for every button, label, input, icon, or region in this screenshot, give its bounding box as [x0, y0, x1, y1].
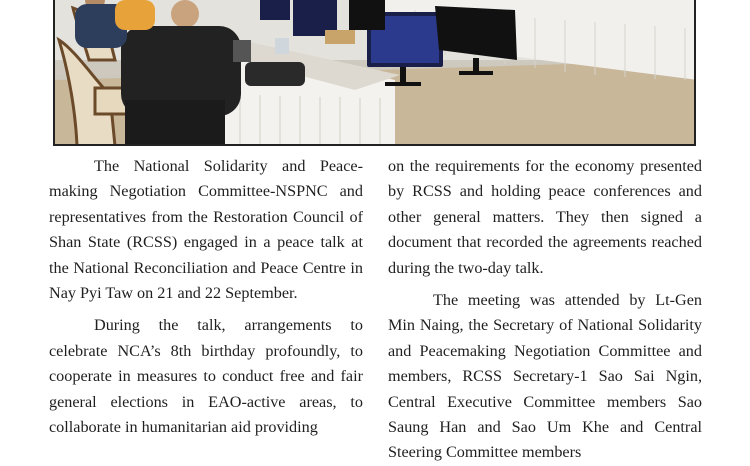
meeting-photo — [53, 0, 696, 146]
paragraph-talk-arrangements: During the talk, arrangements to celebrate NCA’s 8th birthday profoundly, to cooperate in measures to conduct free and fair general elections in EAO-active areas, to collaborate in humanitarian aid providing — [49, 316, 363, 437]
article-right-column — [388, 154, 702, 466]
paragraph-attendees: The meeting was attended by Lt-Gen Min Naing, the Secretary of National Solidarity and Peacemaking Negotiation Committee and members, RCSS Secretary-1 Sao Sai Ngin, Central Executive Committee members Sao Saung Han and Sao Um Khe and Central Steering Committee members — [388, 291, 702, 462]
article-left-column — [49, 154, 363, 440]
meeting-photo-illustration — [55, 0, 696, 146]
paragraph-continuation: on the requirements for the economy presented by RCSS and holding peace conferences and other general matters. They then signed a document that recorded the agreements reached during the two-day talk. — [388, 157, 702, 277]
paragraph-intro: The National Solidarity and Peace-making Negotiation Committee-NSPNC and representatives from the Restoration Council of Shan State (RCSS) engaged in a peace talk at the National Reconciliation and Peace Centre in Nay Pyi Taw on 21 and 22 September. — [49, 157, 363, 303]
